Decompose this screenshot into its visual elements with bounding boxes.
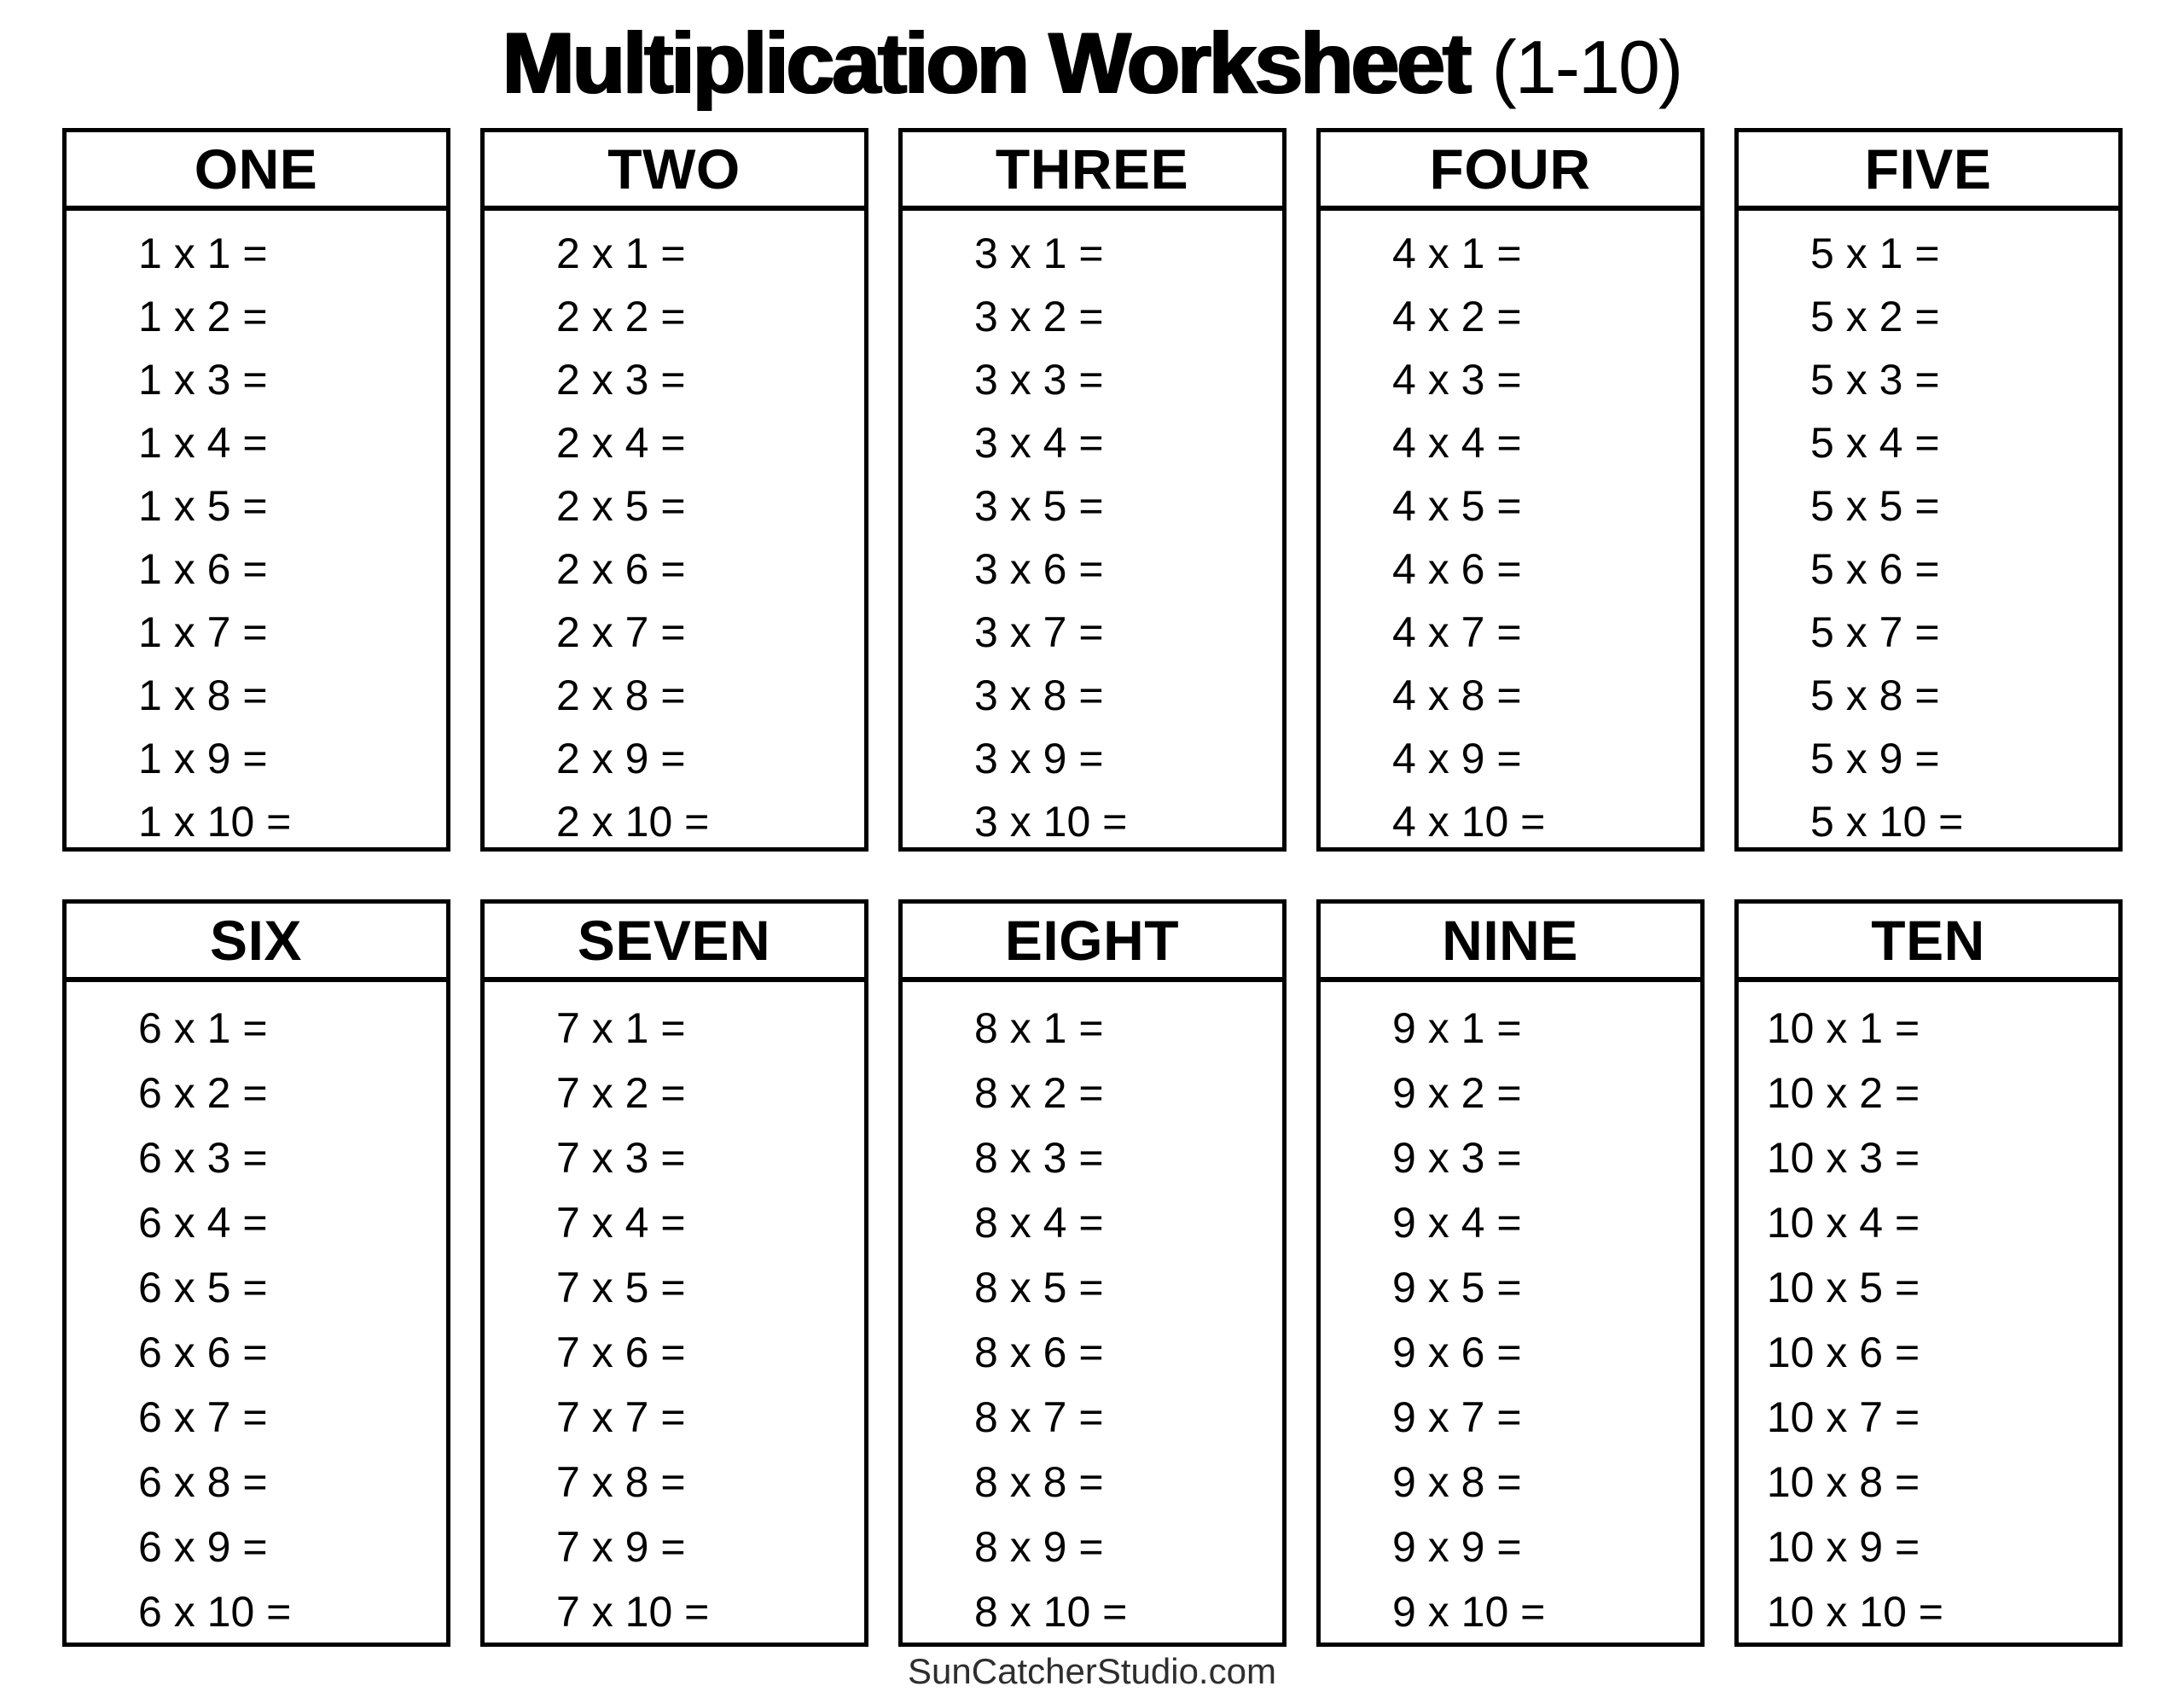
- equation-row: 3 x 1 =: [974, 230, 1104, 277]
- table-header-six: SIX: [67, 904, 446, 982]
- equation-row: 3 x 2 =: [974, 293, 1104, 340]
- equation-row: 3 x 4 =: [974, 419, 1104, 467]
- table-body: [1321, 211, 1700, 853]
- equation-row: 9 x 2 =: [1392, 1069, 1522, 1117]
- equation-row: 5 x 6 =: [1810, 545, 1940, 593]
- table-five: [1734, 128, 2123, 852]
- equation-row: 1 x 5 =: [138, 482, 268, 530]
- equation-row: 3 x 3 =: [974, 356, 1104, 404]
- equation-row: 9 x 6 =: [1392, 1329, 1522, 1376]
- equation-row: 4 x 2 =: [1392, 293, 1522, 340]
- equation-row: 1 x 2 =: [138, 293, 268, 340]
- equation-row: 4 x 4 =: [1392, 419, 1522, 467]
- equation-row: 3 x 5 =: [974, 482, 1104, 530]
- equation-row: 6 x 4 =: [138, 1199, 268, 1247]
- equation-row: 10 x 7 =: [1766, 1393, 1920, 1441]
- equation-row: 7 x 2 =: [556, 1069, 686, 1117]
- title-main-text: Multiplication Worksheet: [502, 15, 1470, 112]
- equation-row: 5 x 2 =: [1810, 293, 1940, 340]
- equation-row: 5 x 7 =: [1810, 608, 1940, 656]
- equation-row: 5 x 3 =: [1810, 356, 1940, 404]
- equation-row: 10 x 3 =: [1766, 1134, 1920, 1182]
- equation-row: 10 x 10 =: [1766, 1588, 1943, 1636]
- equation-row: 5 x 8 =: [1810, 672, 1940, 719]
- equation-row: 9 x 4 =: [1392, 1199, 1522, 1247]
- equation-row: 7 x 3 =: [556, 1134, 686, 1182]
- equation-row: 2 x 8 =: [556, 672, 686, 719]
- table-nine: [1316, 899, 1705, 1647]
- equation-row: 1 x 6 =: [138, 545, 268, 593]
- equation-row: 8 x 8 =: [974, 1458, 1104, 1506]
- table-header-ten: TEN: [1739, 904, 2118, 982]
- table-seven: [480, 899, 868, 1647]
- table-three: [898, 128, 1287, 852]
- equation-row: 6 x 10 =: [138, 1588, 292, 1636]
- equation-row: 10 x 9 =: [1766, 1523, 1920, 1571]
- equation-row: 7 x 8 =: [556, 1458, 686, 1506]
- title-range-text: (1-10): [1491, 25, 1682, 109]
- equation-row: 5 x 10 =: [1810, 798, 1964, 846]
- table-six: [62, 899, 450, 1647]
- page-title: [0, 0, 2184, 128]
- equation-row: 7 x 5 =: [556, 1264, 686, 1311]
- equation-row: 7 x 7 =: [556, 1393, 686, 1441]
- equation-row: 8 x 2 =: [974, 1069, 1104, 1117]
- equation-row: 3 x 8 =: [974, 672, 1104, 719]
- equation-row: 4 x 3 =: [1392, 356, 1522, 404]
- equation-row: 8 x 9 =: [974, 1523, 1104, 1571]
- equation-row: 2 x 10 =: [556, 798, 710, 846]
- equation-row: 8 x 3 =: [974, 1134, 1104, 1182]
- table-body: [485, 211, 864, 853]
- equation-row: 8 x 7 =: [974, 1393, 1104, 1441]
- equation-row: 6 x 6 =: [138, 1329, 268, 1376]
- equation-row: 2 x 9 =: [556, 735, 686, 782]
- equation-row: 5 x 9 =: [1810, 735, 1940, 782]
- equation-row: 3 x 6 =: [974, 545, 1104, 593]
- footer: [0, 1651, 2184, 1692]
- equation-row: 4 x 7 =: [1392, 608, 1522, 656]
- equation-row: 7 x 1 =: [556, 1004, 686, 1052]
- equation-row: 9 x 3 =: [1392, 1134, 1522, 1182]
- equation-row: 9 x 9 =: [1392, 1523, 1522, 1571]
- equation-row: 5 x 5 =: [1810, 482, 1940, 530]
- table-header-eight: EIGHT: [903, 904, 1282, 982]
- table-one: [62, 128, 450, 852]
- equation-row: 2 x 7 =: [556, 608, 686, 656]
- table-two: [480, 128, 868, 852]
- equation-row: 6 x 2 =: [138, 1069, 268, 1117]
- tables-grid: [0, 128, 2184, 1647]
- table-header-three: THREE: [903, 132, 1282, 211]
- equation-row: 1 x 4 =: [138, 419, 268, 467]
- table-body: [1739, 211, 2118, 853]
- table-eight: [898, 899, 1287, 1647]
- equation-row: 2 x 1 =: [556, 230, 686, 277]
- equation-row: 6 x 8 =: [138, 1458, 268, 1506]
- equation-row: 4 x 5 =: [1392, 482, 1522, 530]
- equation-row: 2 x 3 =: [556, 356, 686, 404]
- equation-row: 7 x 4 =: [556, 1199, 686, 1247]
- table-body: [1321, 982, 1700, 1644]
- equation-row: 6 x 7 =: [138, 1393, 268, 1441]
- table-header-four: FOUR: [1321, 132, 1700, 211]
- table-body: [485, 982, 864, 1644]
- table-header-two: TWO: [485, 132, 864, 211]
- equation-row: 5 x 1 =: [1810, 230, 1940, 277]
- equation-row: 8 x 5 =: [974, 1264, 1104, 1311]
- equation-row: 6 x 1 =: [138, 1004, 268, 1052]
- equation-row: 2 x 4 =: [556, 419, 686, 467]
- equation-row: 9 x 8 =: [1392, 1458, 1522, 1506]
- equation-row: 1 x 10 =: [138, 798, 292, 846]
- table-body: [67, 982, 446, 1644]
- equation-row: 3 x 9 =: [974, 735, 1104, 782]
- equation-row: 7 x 10 =: [556, 1588, 710, 1636]
- footer-site-text: SunCatcherStudio.com: [908, 1651, 1276, 1691]
- equation-row: 8 x 1 =: [974, 1004, 1104, 1052]
- equation-row: 6 x 3 =: [138, 1134, 268, 1182]
- equation-row: 3 x 10 =: [974, 798, 1128, 846]
- equation-row: 2 x 5 =: [556, 482, 686, 530]
- equation-row: 10 x 2 =: [1766, 1069, 1920, 1117]
- equation-row: 5 x 4 =: [1810, 419, 1940, 467]
- table-header-seven: SEVEN: [485, 904, 864, 982]
- equation-row: 7 x 6 =: [556, 1329, 686, 1376]
- equation-row: 6 x 9 =: [138, 1523, 268, 1571]
- table-header-one: ONE: [67, 132, 446, 211]
- equation-row: 10 x 1 =: [1766, 1004, 1920, 1052]
- equation-row: 1 x 9 =: [138, 735, 268, 782]
- table-header-nine: NINE: [1321, 904, 1700, 982]
- table-ten: [1734, 899, 2123, 1647]
- equation-row: 9 x 10 =: [1392, 1588, 1546, 1636]
- table-header-five: FIVE: [1739, 132, 2118, 211]
- equation-row: 1 x 1 =: [138, 230, 268, 277]
- equation-row: 9 x 5 =: [1392, 1264, 1522, 1311]
- equation-row: 10 x 8 =: [1766, 1458, 1920, 1506]
- equation-row: 10 x 5 =: [1766, 1264, 1920, 1311]
- equation-row: 8 x 6 =: [974, 1329, 1104, 1376]
- equation-row: 7 x 9 =: [556, 1523, 686, 1571]
- equation-row: 4 x 1 =: [1392, 230, 1522, 277]
- equation-row: 1 x 8 =: [138, 672, 268, 719]
- equation-row: 1 x 7 =: [138, 608, 268, 656]
- equation-row: 4 x 10 =: [1392, 798, 1546, 846]
- equation-row: 10 x 6 =: [1766, 1329, 1920, 1376]
- equation-row: 2 x 6 =: [556, 545, 686, 593]
- table-four: [1316, 128, 1705, 852]
- equation-row: 9 x 7 =: [1392, 1393, 1522, 1441]
- equation-row: 8 x 10 =: [974, 1588, 1128, 1636]
- equation-row: 4 x 9 =: [1392, 735, 1522, 782]
- table-body: [1739, 982, 2118, 1644]
- equation-row: 4 x 6 =: [1392, 545, 1522, 593]
- table-body: [903, 982, 1282, 1644]
- equation-row: 8 x 4 =: [974, 1199, 1104, 1247]
- equation-row: 9 x 1 =: [1392, 1004, 1522, 1052]
- table-body: [67, 211, 446, 853]
- equation-row: 1 x 3 =: [138, 356, 268, 404]
- equation-row: 4 x 8 =: [1392, 672, 1522, 719]
- equation-row: 2 x 2 =: [556, 293, 686, 340]
- equation-row: 6 x 5 =: [138, 1264, 268, 1311]
- equation-row: 10 x 4 =: [1766, 1199, 1920, 1247]
- table-body: [903, 211, 1282, 853]
- equation-row: 3 x 7 =: [974, 608, 1104, 656]
